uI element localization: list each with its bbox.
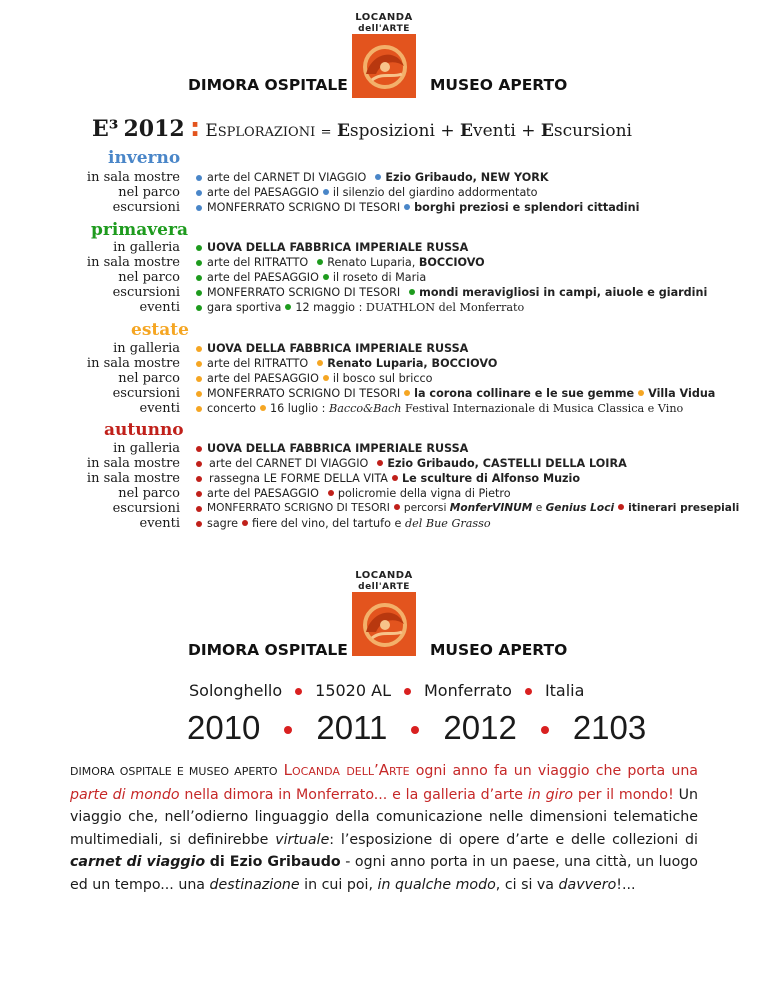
row-text: MONFERRATO SCRIGNO DI TESORI percorsi MonferVINUM e Genius Loci itinerari presepiali: [207, 502, 740, 514]
row-label: in sala mostre: [86, 356, 180, 371]
bullet: [196, 376, 202, 382]
bullet: [196, 290, 202, 296]
row-label: eventi: [139, 516, 180, 531]
row-label: escursioni: [112, 200, 180, 215]
bullet: [196, 205, 202, 211]
row-label: escursioni: [112, 285, 180, 300]
bullet: [196, 446, 202, 452]
years-line: [187, 709, 646, 747]
row-text: UOVA DELLA FABBRICA IMPERIALE RUSSA: [207, 342, 469, 355]
row-label: eventi: [139, 401, 180, 416]
row-label: in sala mostre: [86, 456, 180, 471]
row-label: nel parco: [118, 185, 180, 200]
row-text: concerto 16 luglio : Bacco&Bach Festival Internazionale di Musica Classica e Vino: [207, 402, 684, 415]
bullet: [196, 461, 202, 467]
bullet: [196, 245, 202, 251]
bullet: [196, 346, 202, 352]
address-region: Monferrato: [423, 681, 512, 700]
year: 2012: [443, 709, 517, 746]
swirl-icon: [352, 34, 416, 98]
swirl-icon: [352, 592, 416, 656]
row-label: nel parco: [118, 270, 180, 285]
row-text: gara sportiva 12 maggio : DUATHLON del Monferrato: [207, 301, 525, 314]
address-line: [189, 681, 584, 700]
address-country: Italia: [544, 681, 585, 700]
address-postcode: 15020 AL: [315, 681, 391, 700]
bullet: [196, 506, 202, 512]
logo-art-square: [352, 592, 416, 656]
address-town: Solonghello: [189, 681, 283, 700]
season-autunno: autunno: [104, 420, 184, 440]
row-label: eventi: [139, 300, 180, 315]
row-text: sagre fiere del vino, del tartufo e del Bue Grasso: [207, 517, 491, 530]
row-text: arte del CARNET DI VIAGGIO Ezio Gribaudo, NEW YORK: [207, 171, 549, 184]
bullet: [196, 476, 202, 482]
row-label: nel parco: [118, 486, 180, 501]
season-estate: estate: [131, 320, 189, 340]
row-text: arte del PAESAGGIO il roseto di Maria: [207, 271, 427, 284]
title-e3: E³: [92, 116, 119, 142]
bullet: [196, 305, 202, 311]
bullet: [196, 361, 202, 367]
locanda-logo: [351, 12, 417, 100]
row-text: UOVA DELLA FABBRICA IMPERIALE RUSSA: [207, 442, 469, 455]
row-label: in sala mostre: [86, 170, 180, 185]
bullet: [196, 391, 202, 397]
logo-word: [351, 12, 417, 35]
title-year: 2012: [123, 116, 185, 142]
row-label: in galleria: [113, 341, 180, 356]
row-label: in sala mostre: [86, 471, 180, 486]
title-explorations: ESPLORAZIONI = Esposizioni + Eventi + Escursioni: [205, 121, 632, 141]
year: 2011: [316, 709, 388, 746]
logo-word-bottom: dell'ARTE: [358, 24, 410, 34]
header-right: MUSEO APERTO: [430, 76, 568, 94]
row-text: arte del PAESAGGIO il silenzio del giardino addormentato: [207, 186, 538, 199]
logo-word-top: LOCANDA: [355, 12, 413, 23]
bullet: [196, 521, 202, 527]
row-text: arte del RITRATTO Renato Luparia, BOCCIOVO: [207, 357, 498, 370]
logo-art-square: [352, 34, 416, 98]
title-line: [92, 113, 632, 143]
header-left: DIMORA OSPITALE: [188, 76, 348, 94]
row-text: arte del RITRATTO Renato Luparia, BOCCIOVO: [207, 256, 485, 269]
row-label: in galleria: [113, 240, 180, 255]
row-text: MONFERRATO SCRIGNO DI TESORI borghi preziosi e splendori cittadini: [207, 201, 640, 214]
row-text: rassegna LE FORME DELLA VITA Le sculture di Alfonso Muzio: [209, 472, 581, 485]
logo-word-bottom: dell'ARTE: [358, 582, 410, 592]
row-label: nel parco: [118, 371, 180, 386]
row-text: arte del CARNET DI VIAGGIO Ezio Gribaudo, CASTELLI DELLA LOIRA: [209, 457, 627, 470]
row-text: MONFERRATO SCRIGNO DI TESORI mondi meravigliosi in campi, aiuole e giardini: [207, 286, 708, 299]
logo-word: [351, 570, 417, 593]
header-left-bottom: DIMORA OSPITALE: [188, 641, 348, 659]
bullet: [196, 491, 202, 497]
row-text: UOVA DELLA FABBRICA IMPERIALE RUSSA: [207, 241, 469, 254]
season-primavera: primavera: [91, 220, 188, 240]
logo-word-top: LOCANDA: [355, 570, 413, 581]
year: 2010: [187, 709, 261, 746]
row-label: in sala mostre: [86, 255, 180, 270]
header-right-bottom: MUSEO APERTO: [430, 641, 568, 659]
row-label: escursioni: [112, 386, 180, 401]
year: 2103: [572, 709, 647, 746]
season-inverno: inverno: [108, 148, 181, 168]
bullet: [196, 175, 202, 181]
title-colon: :: [189, 113, 201, 143]
bullet: [196, 260, 202, 266]
bullet: [196, 275, 202, 281]
bullet: [196, 190, 202, 196]
locanda-logo-bottom: [351, 570, 417, 658]
row-label: in galleria: [113, 441, 180, 456]
row-text: arte del PAESAGGIO policromie della vigna di Pietro: [207, 487, 511, 500]
row-label: escursioni: [112, 501, 180, 516]
row-text: MONFERRATO SCRIGNO DI TESORI la corona collinare e le sue gemme Villa Vidua: [207, 387, 716, 400]
bullet: [196, 406, 202, 412]
intro-paragraph: DIMORA OSPITALE E MUSEO APERTO Locanda dell’Arte ogni anno fa un viaggio che porta una parte di mondo nella dimora in Monferrato... e la galleria d’arte in giro per il mondo! Un viaggio che, nell’odierno linguaggio della comunicazione nelle dimensioni telematiche multimediali, si definirebbe virtuale: l’esposizione di opere d’arte e delle collezioni di carnet di viaggio di Ezio Gribaudo - ogni anno porta in un paese, una città, un luogo ed un tempo... una destinazione in cui poi, in qualche modo, ci si va davvero!...: [70, 761, 698, 893]
row-text: arte del PAESAGGIO il bosco sul bricco: [207, 372, 433, 385]
